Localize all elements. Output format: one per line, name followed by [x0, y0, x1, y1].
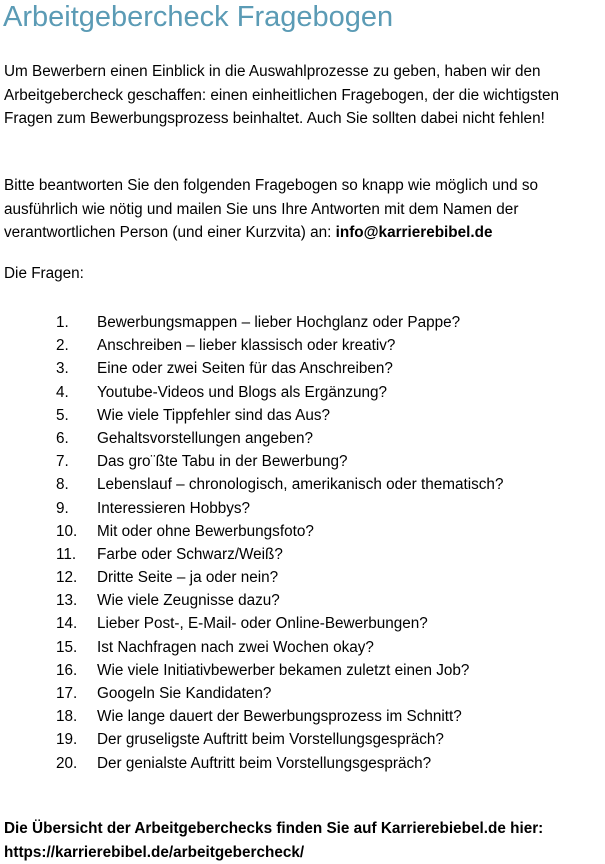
- question-item: [56, 404, 503, 427]
- question-item: [56, 450, 503, 473]
- question-number: 13.: [56, 592, 78, 610]
- question-text: Googeln Sie Kandidaten?: [97, 685, 272, 702]
- question-item: [56, 473, 503, 496]
- question-number: 10.: [56, 522, 78, 540]
- question-number: 7.: [56, 453, 69, 471]
- intro-paragraph: Um Bewerbern einen Einblick in die Auswahlprozesse zu geben, haben wir den Arbeitgebercheck geschaffen: einen einheitlichen Fragebogen, der die wichtigsten Fragen zum Bewerbungsprozess beinhaltet. Auch Sie sollten dabei nicht fehlen!: [4, 63, 560, 127]
- question-number: 8.: [56, 476, 69, 494]
- question-number: 18.: [56, 708, 78, 726]
- question-item: [56, 427, 503, 450]
- question-text: Mit oder ohne Bewerbungsfoto?: [97, 522, 314, 540]
- footer-text: Die Übersicht der Arbeitgeberchecks finden Sie auf Karrierebiebel.de hier:: [4, 820, 544, 837]
- question-item: [56, 752, 503, 775]
- document-title: Arbeitgebercheck Fragebogen: [3, 1, 394, 33]
- question-text: Youtube-Videos und Blogs als Ergänzung?: [97, 383, 388, 401]
- question-item: [56, 659, 503, 682]
- question-item: [56, 728, 503, 751]
- question-text: Wie viele Zeugnisse dazu?: [97, 592, 280, 610]
- questions-heading: Die Fragen:: [4, 265, 84, 282]
- question-text: Wie lange dauert der Bewerbungsprozess im Schnitt?: [97, 708, 462, 726]
- question-text: Dritte Seite – ja oder nein?: [97, 569, 279, 587]
- question-item: [56, 357, 503, 380]
- question-text: Der gruseligste Auftritt beim Vorstellungsgespräch?: [97, 731, 444, 749]
- question-number: 4.: [56, 383, 69, 401]
- contact-email: info@karrierebibel.de: [335, 224, 493, 241]
- question-number: 19.: [56, 731, 78, 749]
- question-item: [56, 543, 503, 566]
- footer-link[interactable]: https://karrierebibel.de/arbeitgebercheck/: [4, 843, 305, 861]
- question-list: [56, 311, 503, 775]
- question-item: [56, 636, 503, 659]
- question-text: Bewerbungsmappen – lieber Hochglanz oder Pappe?: [97, 314, 461, 331]
- question-text: Gehaltsvorstellungen angeben?: [97, 429, 314, 447]
- question-item: [56, 566, 503, 589]
- question-number: 1.: [56, 314, 69, 331]
- question-number: 12.: [56, 569, 78, 587]
- question-item: [56, 334, 503, 357]
- question-text: Eine oder zwei Seiten für das Anschreiben?: [97, 360, 393, 378]
- question-text: Das gro¨ßte Tabu in der Bewerbung?: [97, 453, 348, 471]
- question-item: [56, 705, 503, 728]
- question-item: [56, 612, 503, 635]
- question-item: [56, 682, 503, 705]
- instructions-text: Bitte beantworten Sie den folgenden Fragebogen so knapp wie möglich und so ausführlich wie nötig und mailen Sie uns Ihre Antworten mit dem Namen der verantwortlichen Person (und einer Kurzvita) an:: [4, 177, 539, 241]
- question-number: 17.: [56, 685, 78, 702]
- question-text: Lieber Post-, E-Mail- oder Online-Bewerbungen?: [97, 615, 428, 633]
- question-number: 15.: [56, 638, 78, 656]
- question-text: Wie viele Tippfehler sind das Aus?: [97, 406, 330, 424]
- question-text: Der genialste Auftritt beim Vorstellungsgespräch?: [97, 754, 432, 772]
- question-item: [56, 497, 503, 520]
- question-number: 6.: [56, 429, 69, 447]
- question-number: 16.: [56, 661, 78, 679]
- question-number: 14.: [56, 615, 78, 633]
- question-text: Interessieren Hobbys?: [97, 499, 251, 517]
- question-number: 3.: [56, 360, 69, 378]
- footer: [4, 817, 604, 864]
- question-text: Wie viele Initiativbewerber bekamen zuletzt einen Job?: [97, 661, 470, 679]
- question-item: [56, 311, 503, 334]
- question-text: Anschreiben – lieber klassisch oder kreativ?: [97, 337, 396, 355]
- question-text: Lebenslauf – chronologisch, amerikanisch oder thematisch?: [97, 476, 504, 494]
- question-number: 5.: [56, 406, 69, 424]
- question-number: 11.: [56, 545, 77, 563]
- question-number: 20.: [56, 754, 78, 772]
- question-item: [56, 520, 503, 543]
- instructions-paragraph: [4, 174, 604, 245]
- question-number: 2.: [56, 337, 69, 355]
- question-item: [56, 589, 503, 612]
- question-text: Ist Nachfragen nach zwei Wochen okay?: [97, 638, 374, 656]
- question-text: Farbe oder Schwarz/Weiß?: [97, 545, 283, 563]
- question-item: [56, 381, 503, 404]
- question-number: 9.: [56, 499, 69, 517]
